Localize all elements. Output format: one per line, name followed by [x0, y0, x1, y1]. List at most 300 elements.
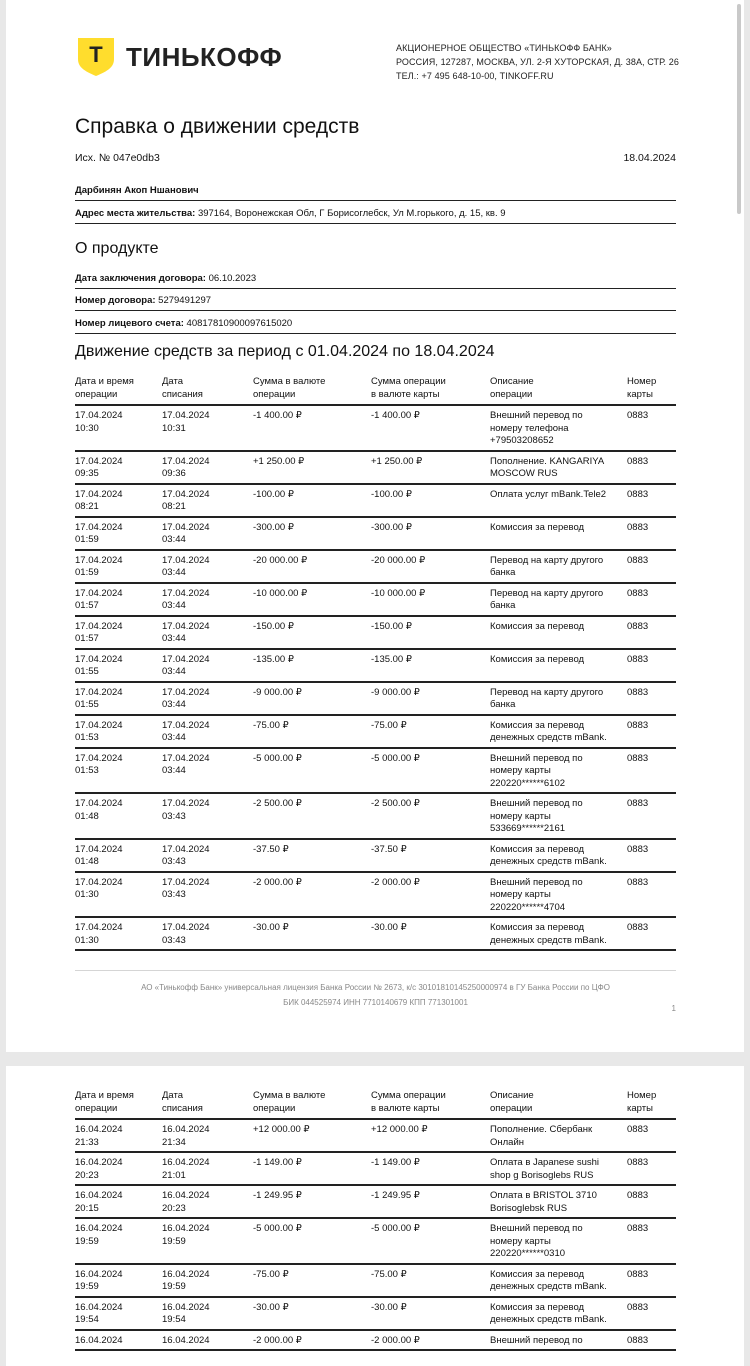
withdrawal-date-cell-line: 17.04.2024	[162, 521, 210, 533]
description-cell-line: денежных средств mBank.	[490, 934, 607, 946]
operation-datetime-cell-line: 20:15	[75, 1202, 99, 1214]
table-row	[75, 616, 676, 649]
column-header	[371, 1088, 490, 1119]
withdrawal-date-cell	[162, 583, 253, 616]
withdrawal-date-cell	[162, 616, 253, 649]
card-amount-cell: -1 149.00 ₽	[371, 1152, 490, 1185]
card-number-cell: 0883	[627, 484, 676, 517]
brand-name: ТИНЬКОФФ	[126, 41, 283, 72]
column-header-line: Дата и время	[75, 1090, 134, 1101]
card-number-cell: 0883	[627, 715, 676, 748]
column-header-line: операции	[490, 1102, 533, 1114]
withdrawal-date-cell-line: 21:01	[162, 1169, 186, 1181]
product-section-title: О продукте	[75, 240, 159, 257]
operation-datetime-cell	[75, 1185, 162, 1218]
description-cell-line: Комиссия за перевод	[490, 1301, 585, 1313]
column-header	[627, 1088, 676, 1119]
withdrawal-date-cell-line: 17.04.2024	[162, 843, 210, 855]
column-header-line: Дата	[162, 1090, 184, 1101]
withdrawal-date-cell	[162, 715, 253, 748]
withdrawal-date-cell-line: 17.04.2024	[162, 410, 210, 421]
column-header-line: Номер	[627, 1090, 657, 1101]
operation-datetime-cell-line: 10:30	[75, 422, 99, 434]
operation-datetime-cell	[75, 872, 162, 918]
description-cell-line: банка	[490, 600, 516, 611]
amount-cell: -2 000.00 ₽	[253, 1330, 371, 1351]
description-cell-line: банка	[490, 699, 516, 710]
card-amount-cell: -150.00 ₽	[371, 616, 490, 649]
description-cell-line: Внешний перевод по	[490, 798, 583, 809]
withdrawal-date-cell-line: 03:43	[162, 889, 186, 900]
withdrawal-date-cell-line: 16.04.2024	[162, 1157, 210, 1168]
table-row	[75, 517, 676, 550]
withdrawal-date-cell	[162, 1152, 253, 1185]
operation-datetime-cell-line: 09:35	[75, 468, 99, 479]
description-cell-line: shop g Borisoglebs RUS	[490, 1169, 594, 1181]
withdrawal-date-cell	[162, 682, 253, 715]
period-title: Движение средств за период с 01.04.2024 по 18.04.2024	[75, 343, 495, 360]
description-cell-line: Внешний перевод по	[490, 752, 583, 764]
description-cell-line: Комиссия за перевод	[490, 620, 585, 632]
operation-datetime-cell	[75, 1330, 162, 1351]
withdrawal-date-cell-line: 03:44	[162, 765, 186, 776]
column-header-line: карты	[627, 388, 653, 400]
column-header	[490, 374, 627, 405]
description-cell-line: Комиссия за перевод	[490, 1268, 585, 1280]
table-row	[75, 583, 676, 616]
withdrawal-date-cell	[162, 649, 253, 682]
column-header	[162, 374, 253, 405]
operation-datetime-cell	[75, 917, 162, 950]
footer-line: АО «Тинькофф Банк» универсальная лицензия Банка России № 2673, к/с 30101810145250000974 в ГУ Банка России по ЦФО	[141, 983, 610, 992]
amount-cell: -135.00 ₽	[253, 649, 371, 682]
card-amount-cell: -30.00 ₽	[371, 917, 490, 950]
card-number-cell: 0883	[627, 405, 676, 451]
description-cell-line: банка	[490, 567, 516, 578]
column-header-line: операции	[75, 1102, 118, 1114]
description-cell	[490, 1185, 627, 1218]
operation-datetime-cell-line: 16.04.2024	[75, 1268, 123, 1280]
operation-datetime-cell	[75, 1264, 162, 1297]
table-row	[75, 748, 676, 794]
description-cell	[490, 484, 627, 517]
column-header-line: операции	[490, 388, 533, 400]
description-cell-line: номеру карты	[490, 889, 551, 900]
amount-cell: -1 400.00 ₽	[253, 405, 371, 451]
operation-datetime-cell-line: 17.04.2024	[75, 653, 123, 665]
table-row	[75, 1218, 676, 1264]
description-cell-line: номеру карты	[490, 1235, 551, 1247]
table-row	[75, 917, 676, 950]
card-amount-cell: -75.00 ₽	[371, 715, 490, 748]
description-cell-line: Пополнение. KANGARIYA	[490, 455, 605, 467]
description-cell-line: денежных средств mBank.	[490, 732, 607, 743]
withdrawal-date-cell-line: 16.04.2024	[162, 1190, 210, 1201]
operation-datetime-cell	[75, 649, 162, 682]
column-header-line: карты	[627, 1102, 653, 1114]
withdrawal-date-cell-line: 17.04.2024	[162, 620, 210, 632]
card-number-cell: 0883	[627, 451, 676, 484]
operation-datetime-cell-line: 16.04.2024	[75, 1301, 123, 1313]
operation-datetime-cell-line: 17.04.2024	[75, 554, 123, 566]
withdrawal-date-cell-line: 03:43	[162, 934, 186, 946]
table-row	[75, 451, 676, 484]
withdrawal-date-cell-line: 03:44	[162, 732, 186, 743]
column-header-line: Сумма в валюте	[253, 1090, 326, 1101]
operation-datetime-cell-line: 16.04.2024	[75, 1223, 123, 1234]
operation-datetime-cell	[75, 1218, 162, 1264]
transactions-table	[75, 1088, 676, 1351]
operation-datetime-cell-line: 16.04.2024	[75, 1157, 123, 1168]
withdrawal-date-cell-line: 10:31	[162, 422, 186, 434]
withdrawal-date-cell	[162, 517, 253, 550]
withdrawal-date-cell	[162, 484, 253, 517]
operation-datetime-cell-line: 01:53	[75, 765, 99, 776]
withdrawal-date-cell-line: 03:44	[162, 633, 186, 644]
card-amount-cell: -1 400.00 ₽	[371, 405, 490, 451]
bank-info-line: РОССИЯ, 127287, МОСКВА, УЛ. 2-Я ХУТОРСКАЯ, Д. 38А, СТР. 26	[396, 57, 679, 67]
description-cell-line: Внешний перевод по	[490, 1334, 583, 1346]
description-cell	[490, 1218, 627, 1264]
amount-cell: -30.00 ₽	[253, 917, 371, 950]
operation-datetime-cell-line: 17.04.2024	[75, 798, 123, 809]
column-header	[75, 1088, 162, 1119]
operation-datetime-cell-line: 17.04.2024	[75, 719, 123, 731]
operation-datetime-cell-line: 17.04.2024	[75, 922, 123, 933]
operation-datetime-cell-line: 01:48	[75, 810, 99, 822]
card-amount-cell: -300.00 ₽	[371, 517, 490, 550]
column-header	[162, 1088, 253, 1119]
contract-number-label: Номер договора:	[75, 295, 156, 306]
withdrawal-date-cell	[162, 405, 253, 451]
operation-datetime-cell-line: 19:59	[75, 1235, 99, 1247]
withdrawal-date-cell-line: 03:43	[162, 810, 186, 822]
amount-cell: -300.00 ₽	[253, 517, 371, 550]
page-number: 1	[671, 1004, 676, 1013]
document-title: Справка о движении средств	[75, 115, 360, 138]
description-cell	[490, 839, 627, 872]
operation-datetime-cell	[75, 793, 162, 839]
withdrawal-date-cell-line: 19:54	[162, 1314, 186, 1325]
card-number-cell: 0883	[627, 1297, 676, 1330]
amount-cell: -100.00 ₽	[253, 484, 371, 517]
table-row	[75, 484, 676, 517]
table-row	[75, 649, 676, 682]
operation-datetime-cell-line: 01:53	[75, 732, 99, 743]
description-cell	[490, 1119, 627, 1152]
withdrawal-date-cell-line: 08:21	[162, 501, 186, 512]
amount-cell: +1 250.00 ₽	[253, 451, 371, 484]
description-cell-line: Пополнение. Сбербанк	[490, 1124, 593, 1135]
column-header-line: операции	[253, 1102, 296, 1114]
operation-datetime-cell-line: 01:30	[75, 889, 99, 900]
amount-cell: -75.00 ₽	[253, 1264, 371, 1297]
column-header-line: Описание	[490, 376, 534, 387]
contract-number-row	[75, 295, 676, 311]
withdrawal-date-cell	[162, 1185, 253, 1218]
card-number-cell: 0883	[627, 583, 676, 616]
card-number-cell: 0883	[627, 682, 676, 715]
withdrawal-date-cell-line: 03:44	[162, 534, 186, 545]
operation-datetime-cell-line: 01:59	[75, 534, 99, 545]
table-row	[75, 1185, 676, 1218]
column-header	[490, 1088, 627, 1119]
withdrawal-date-cell	[162, 1297, 253, 1330]
withdrawal-date-cell-line: 17.04.2024	[162, 455, 210, 467]
card-number-cell: 0883	[627, 793, 676, 839]
column-header	[371, 374, 490, 405]
table-row	[75, 1264, 676, 1297]
operation-datetime-cell	[75, 1119, 162, 1152]
description-cell	[490, 517, 627, 550]
withdrawal-date-cell	[162, 1330, 253, 1351]
transactions-table	[75, 374, 676, 951]
card-number-cell: 0883	[627, 1218, 676, 1264]
card-number-cell: 0883	[627, 550, 676, 583]
description-cell	[490, 583, 627, 616]
card-number-cell: 0883	[627, 1264, 676, 1297]
description-cell-line: Комиссия за перевод	[490, 843, 585, 855]
operation-datetime-cell	[75, 839, 162, 872]
withdrawal-date-cell-line: 17.04.2024	[162, 488, 210, 500]
amount-cell: -5 000.00 ₽	[253, 748, 371, 794]
card-number-cell: 0883	[627, 1330, 676, 1351]
amount-cell: -5 000.00 ₽	[253, 1218, 371, 1264]
description-cell-line: Комиссия за перевод	[490, 922, 585, 933]
column-header-line: Сумма в валюте	[253, 376, 326, 387]
description-cell-line: 220220******0310	[490, 1248, 566, 1259]
description-cell-line: Внешний перевод по	[490, 410, 583, 421]
description-cell-line: Оплата услуг mBank.Tele2	[490, 488, 607, 500]
description-cell-line: Оплата в Japanese sushi	[490, 1157, 600, 1168]
page-footer	[75, 980, 676, 1010]
description-cell-line: денежных средств mBank.	[490, 1314, 607, 1325]
operation-datetime-cell-line: 19:54	[75, 1314, 99, 1325]
description-cell-line: денежных средств mBank.	[490, 856, 607, 867]
operation-datetime-cell-line: 01:48	[75, 856, 99, 867]
withdrawal-date-cell-line: 21:34	[162, 1136, 186, 1148]
operation-datetime-cell-line: 01:30	[75, 934, 99, 946]
table-row	[75, 1297, 676, 1330]
card-number-cell: 0883	[627, 748, 676, 794]
column-header-line: операции	[75, 388, 118, 400]
description-cell	[490, 1330, 627, 1351]
card-amount-cell: -30.00 ₽	[371, 1297, 490, 1330]
card-amount-cell: -5 000.00 ₽	[371, 1218, 490, 1264]
operation-datetime-cell	[75, 550, 162, 583]
withdrawal-date-cell-line: 03:44	[162, 567, 186, 578]
account-row	[75, 318, 676, 334]
table-header-row	[75, 374, 676, 405]
withdrawal-date-cell	[162, 793, 253, 839]
description-cell	[490, 682, 627, 715]
withdrawal-date-cell-line: 20:23	[162, 1202, 186, 1214]
description-cell	[490, 405, 627, 451]
description-cell-line: Перевод на карту другого	[490, 686, 604, 698]
withdrawal-date-cell-line: 17.04.2024	[162, 587, 210, 599]
bank-info-line: АКЦИОНЕРНОЕ ОБЩЕСТВО «ТИНЬКОФФ БАНК»	[396, 43, 612, 53]
description-cell-line: Перевод на карту другого	[490, 554, 604, 566]
card-amount-cell: +1 250.00 ₽	[371, 451, 490, 484]
column-header-line: Номер	[627, 376, 657, 387]
withdrawal-date-cell-line: 17.04.2024	[162, 719, 210, 731]
description-cell-line: денежных средств mBank.	[490, 1281, 607, 1292]
card-amount-cell: -135.00 ₽	[371, 649, 490, 682]
operation-datetime-cell-line: 17.04.2024	[75, 488, 123, 500]
card-amount-cell: -5 000.00 ₽	[371, 748, 490, 794]
column-header-line: в валюте карты	[371, 388, 440, 400]
description-cell	[490, 649, 627, 682]
table-row	[75, 715, 676, 748]
withdrawal-date-cell-line: 19:59	[162, 1235, 186, 1247]
withdrawal-date-cell-line: 17.04.2024	[162, 653, 210, 665]
card-number-cell: 0883	[627, 517, 676, 550]
table-row	[75, 1119, 676, 1152]
table-row	[75, 793, 676, 839]
description-cell-line: 220220******4704	[490, 901, 566, 913]
table-header-row	[75, 1088, 676, 1119]
card-amount-cell: -20 000.00 ₽	[371, 550, 490, 583]
withdrawal-date-cell	[162, 1218, 253, 1264]
withdrawal-date-cell-line: 09:36	[162, 468, 186, 479]
operation-datetime-cell-line: 17.04.2024	[75, 876, 123, 888]
description-cell	[490, 793, 627, 839]
table-row	[75, 872, 676, 918]
description-cell	[490, 715, 627, 748]
withdrawal-date-cell	[162, 1264, 253, 1297]
card-amount-cell: -10 000.00 ₽	[371, 583, 490, 616]
operation-datetime-cell	[75, 405, 162, 451]
description-cell	[490, 616, 627, 649]
operation-datetime-cell	[75, 517, 162, 550]
statement-page-2	[6, 1066, 744, 1366]
card-amount-cell: -2 000.00 ₽	[371, 872, 490, 918]
description-cell-line: номеру карты	[490, 765, 551, 776]
footer-divider	[75, 970, 676, 971]
withdrawal-date-cell-line: 17.04.2024	[162, 922, 210, 933]
column-header-line: списания	[162, 1102, 203, 1114]
column-header-line: Описание	[490, 1090, 534, 1101]
description-cell	[490, 872, 627, 918]
description-cell-line: Borisoglebsk RUS	[490, 1202, 568, 1214]
description-cell-line: 220220******6102	[490, 777, 566, 789]
description-cell-line: Комиссия за перевод	[490, 719, 585, 731]
column-header-line: Дата и время	[75, 376, 134, 387]
operation-datetime-cell	[75, 1152, 162, 1185]
card-number-cell: 0883	[627, 1152, 676, 1185]
withdrawal-date-cell-line: 16.04.2024	[162, 1268, 210, 1280]
description-cell-line: +79503208652	[490, 435, 554, 446]
amount-cell: -2 000.00 ₽	[253, 872, 371, 918]
contract-date-value: 06.10.2023	[208, 273, 257, 284]
column-header-line: Сумма операции	[371, 376, 446, 387]
address-value: 397164, Воронежская Обл, Г Борисоглебск, Ул М.горького, д. 15, кв. 9	[197, 208, 506, 219]
client-address-row	[75, 208, 676, 224]
operation-datetime-cell	[75, 715, 162, 748]
amount-cell: -1 149.00 ₽	[253, 1152, 371, 1185]
column-header	[627, 374, 676, 405]
card-number-cell: 0883	[627, 839, 676, 872]
description-cell-line: Онлайн	[490, 1136, 525, 1148]
description-cell	[490, 748, 627, 794]
operation-datetime-cell	[75, 616, 162, 649]
amount-cell: -20 000.00 ₽	[253, 550, 371, 583]
description-cell-line: Внешний перевод по	[490, 876, 583, 888]
operation-datetime-cell-line: 17.04.2024	[75, 587, 123, 599]
withdrawal-date-cell	[162, 872, 253, 918]
withdrawal-date-cell	[162, 917, 253, 950]
withdrawal-date-cell-line: 16.04.2024	[162, 1223, 210, 1234]
card-amount-cell: -37.50 ₽	[371, 839, 490, 872]
withdrawal-date-cell-line: 16.04.2024	[162, 1301, 210, 1313]
amount-cell: -2 500.00 ₽	[253, 793, 371, 839]
withdrawal-date-cell-line: 16.04.2024	[162, 1334, 210, 1346]
withdrawal-date-cell-line: 17.04.2024	[162, 876, 210, 888]
description-cell-line: Оплата в BRISTOL 3710	[490, 1190, 597, 1201]
operation-datetime-cell-line: 08:21	[75, 501, 99, 512]
operation-datetime-cell-line: 16.04.2024	[75, 1334, 123, 1346]
card-amount-cell: -100.00 ₽	[371, 484, 490, 517]
operation-datetime-cell-line: 01:57	[75, 600, 99, 611]
column-header	[75, 374, 162, 405]
operation-datetime-cell-line: 01:55	[75, 666, 99, 677]
amount-cell: -9 000.00 ₽	[253, 682, 371, 715]
operation-datetime-cell	[75, 484, 162, 517]
operation-datetime-cell-line: 17.04.2024	[75, 521, 123, 533]
description-cell-line: номеру телефона	[490, 422, 569, 434]
bank-info-line: ТЕЛ.: +7 495 648-10-00, TINKOFF.RU	[396, 71, 554, 81]
column-header	[253, 1088, 371, 1119]
withdrawal-date-cell	[162, 748, 253, 794]
withdrawal-date-cell-line: 19:59	[162, 1281, 186, 1292]
description-cell-line: Внешний перевод по	[490, 1223, 583, 1234]
card-number-cell: 0883	[627, 616, 676, 649]
withdrawal-date-cell-line: 17.04.2024	[162, 752, 210, 764]
table-row	[75, 550, 676, 583]
description-cell-line: 533669******2161	[490, 823, 566, 834]
operation-datetime-cell-line: 17.04.2024	[75, 455, 123, 467]
operation-datetime-cell-line: 16.04.2024	[75, 1124, 123, 1135]
withdrawal-date-cell	[162, 550, 253, 583]
operation-datetime-cell-line: 01:59	[75, 567, 99, 578]
column-header-line: операции	[253, 388, 296, 400]
card-amount-cell: +12 000.00 ₽	[371, 1119, 490, 1152]
description-cell-line: MOSCOW RUS	[490, 468, 558, 479]
description-cell-line: номеру карты	[490, 810, 551, 822]
description-cell-line: Комиссия за перевод	[490, 521, 585, 533]
card-amount-cell: -2 000.00 ₽	[371, 1330, 490, 1351]
description-cell	[490, 1152, 627, 1185]
withdrawal-date-cell-line: 17.04.2024	[162, 798, 210, 809]
withdrawal-date-cell-line: 03:43	[162, 856, 186, 867]
amount-cell: -1 249.95 ₽	[253, 1185, 371, 1218]
operation-datetime-cell-line: 17.04.2024	[75, 686, 123, 698]
scrollbar-thumb[interactable]	[737, 4, 741, 214]
address-label: Адрес места жительства:	[75, 208, 196, 219]
footer-line: БИК 044525974 ИНН 7710140679 КПП 771301001	[283, 998, 468, 1007]
card-number-cell: 0883	[627, 1119, 676, 1152]
amount-cell: -37.50 ₽	[253, 839, 371, 872]
operation-datetime-cell	[75, 748, 162, 794]
amount-cell: -30.00 ₽	[253, 1297, 371, 1330]
bank-details	[396, 41, 679, 83]
shield-logo-icon	[76, 37, 116, 77]
withdrawal-date-cell-line: 03:44	[162, 699, 186, 710]
card-amount-cell: -9 000.00 ₽	[371, 682, 490, 715]
operation-datetime-cell-line: 17.04.2024	[75, 410, 123, 421]
withdrawal-date-cell-line: 17.04.2024	[162, 554, 210, 566]
client-name: Дарбинян Акоп Ншанович	[75, 185, 199, 196]
